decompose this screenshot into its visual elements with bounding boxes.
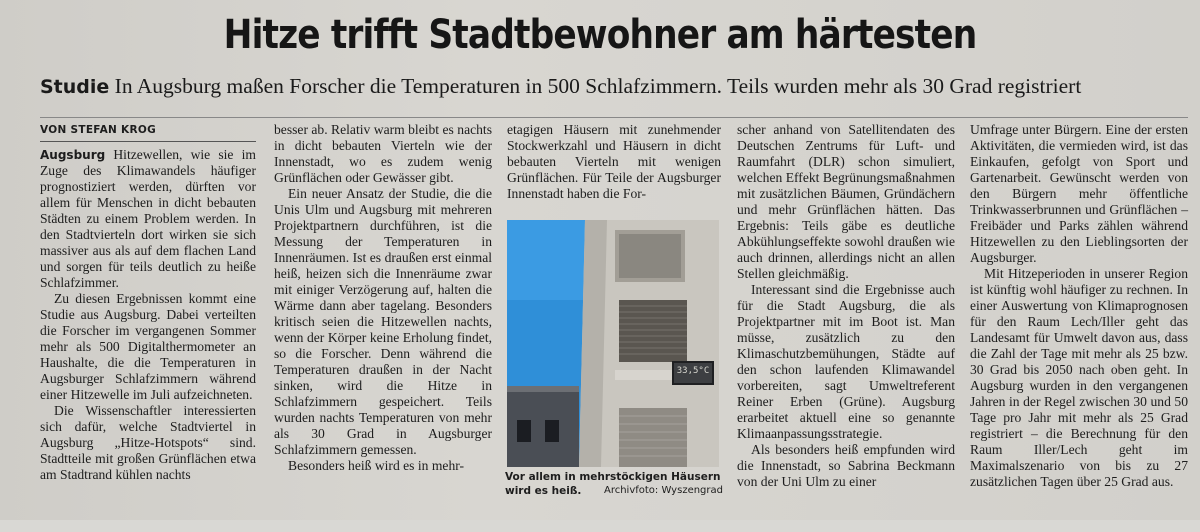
column-rule	[40, 117, 1188, 118]
photo-credit: Archivfoto: Wyszengrad	[603, 485, 723, 496]
subline-text: In Augsburg maßen Forscher die Temperaturen in 500 Schlafzimmern. Teils wurden mehr als 30 Grad registriert	[114, 74, 1082, 98]
paragraph: Interessant sind die Ergebnisse auch für die Stadt Augsburg, die als Projektpartner mit im Boot ist. Man müsse, zusätzlich zu den Klimaschutzbemühungen, Städte auf den schon laufenden Klimawandel vorbereiten, sagt Umweltreferent Reiner Erben (Grüne). Augsburg erarbeitet aktuell eine so genannte Klimaanpassungsstrategie.	[737, 282, 955, 441]
photo-caption	[505, 470, 723, 498]
paragraph: Besonders heiß wird es in mehr-	[288, 458, 465, 473]
column-5	[970, 122, 1188, 490]
byline: VON STEFAN KROG	[40, 122, 256, 142]
paragraph: scher anhand von Satellitendaten des Deutschen Zentrums für Luft- und Raumfahrt (DLR) schon simuliert, welchen Effekt Begrünungsmaßnahmen mit zusätzlichen Bäumen, Gründächern und mehr Grünflächen hätten. Das Ergebnis: Teils gäbe es deutliche Abkühlungseffekte sowohl draußen wie auch drinnen, allerdings nicht an allen Stellen gleichmäßig.	[737, 122, 955, 281]
column-2	[274, 122, 492, 474]
page-bottom-edge	[0, 520, 1200, 532]
column-4	[737, 122, 955, 490]
thermometer-display: 33,5°C	[676, 366, 710, 376]
paragraph: Die Wissenschaftler interessierten sich dafür, welche Stadtviertel in Augsburg „Hitze-Hotspots“ sind. Stadtteile mit großen Grünflächen etwa am Stadtrand kühlen nachts	[40, 403, 256, 482]
building-photo-illustration	[507, 220, 719, 467]
paragraph: Ein neuer Ansatz der Studie, die die Unis Ulm und Augsburg mit mehreren Projektpartnern durchführen, ist die Messung der Temperaturen in Innenräumen. Ist es draußen erst einmal heiß, heizen sich die Innenräume zwar mit einiger Verzögerung auf, halten die Wärme dann aber tagelang. Besonders kritisch seien die Hitzewellen nachts, wenn der Körper keine Erholung findet, so die Forscher. Denn während die Temperaturen draußen in der Nacht sinken, wird die Hitze in Schlafzimmern gespeichert. Teils wurden nachts Temperaturen von mehr als 30 Grad in Augsburger Schlafzimmern gemessen.	[274, 186, 492, 457]
article-photo	[507, 220, 719, 467]
column-1	[40, 122, 256, 483]
paragraph: besser ab. Relativ warm bleibt es nachts in dicht bebauten Vierteln wie der Innenstadt, wo es zudem wenig Grünflächen oder Gewässer gibt.	[274, 122, 492, 185]
paragraph: Als besonders heiß empfunden wird die Innenstadt, so Sabrina Beckmann von der Uni Ulm zu einer	[737, 442, 955, 489]
headline: Hitze trifft Stadtbewohner am härtesten	[223, 12, 977, 58]
paragraph: Mit Hitzeperioden in unserer Region ist künftig wohl häufiger zu rechnen. In einer Auswertung von Klimaprognosen für den Raum Lech/Iller geht das Landesamt für Umwelt davon aus, dass die Zahl der Tage mit mehr als 25 bzw. 30 Grad bis 2050 nach oben geht. In Augsburg wurden in den vergangenen Jahren in der Regel zwischen 30 und 50 Tage pro Jahr mit mehr als 25 Grad registriert – die Berechnung für den Raum Iller/Lech geht im Maximalszenario von bis zu 27 zusätzlichen Tagen über 25 Grad aus.	[970, 266, 1188, 489]
kicker: Studie	[40, 76, 110, 98]
paragraph: Augsburg Hitzewellen, wie sie im Zuge des Klimawandels häufiger prognostiziert werden, dürften vor allem für Menschen in dicht bebauten Städten zu einem Problem werden. In den Stadtvierteln dort wirken sie sich massiver aus als auf dem flachen Land und sorgen für teils deutlich zu heiße Schlafzimmer.	[40, 147, 256, 290]
paragraph: etagigen Häusern mit zunehmender Stockwerkzahl und Häusern in dicht bebauten Vierteln mit wenigen Grünflächen. Für Teile der Augsburger Innenstadt haben die For-	[507, 122, 721, 201]
dateline: Augsburg	[40, 148, 106, 162]
subline	[40, 74, 1200, 99]
paragraph: Zu diesen Ergebnissen kommt eine Studie aus Augsburg. Dabei verteilten die Forscher im vergangenen Sommer mehr als 500 Digitalthermometer an Haushalte, die die Temperaturen in Augsburger Schlafzimmern während einer Hitzewelle im Juli aufzeichneten.	[40, 291, 256, 402]
paragraph: Umfrage unter Bürgern. Eine der ersten Aktivitäten, die vermieden wird, ist das Einkaufen, gefolgt von Sport und Gartenarbeit. Gewünscht werden von den Bürgern mehr öffentliche Trinkwasserbrunnen und Grünflächen – Freibäder und Parks zählen während Hitzewellen zu den Lieblingsorten der Augsburger.	[970, 122, 1188, 265]
caption-text: Vor allem in mehrstöckigen Häusern wird es heiß.	[505, 471, 721, 497]
column-3	[507, 122, 721, 202]
